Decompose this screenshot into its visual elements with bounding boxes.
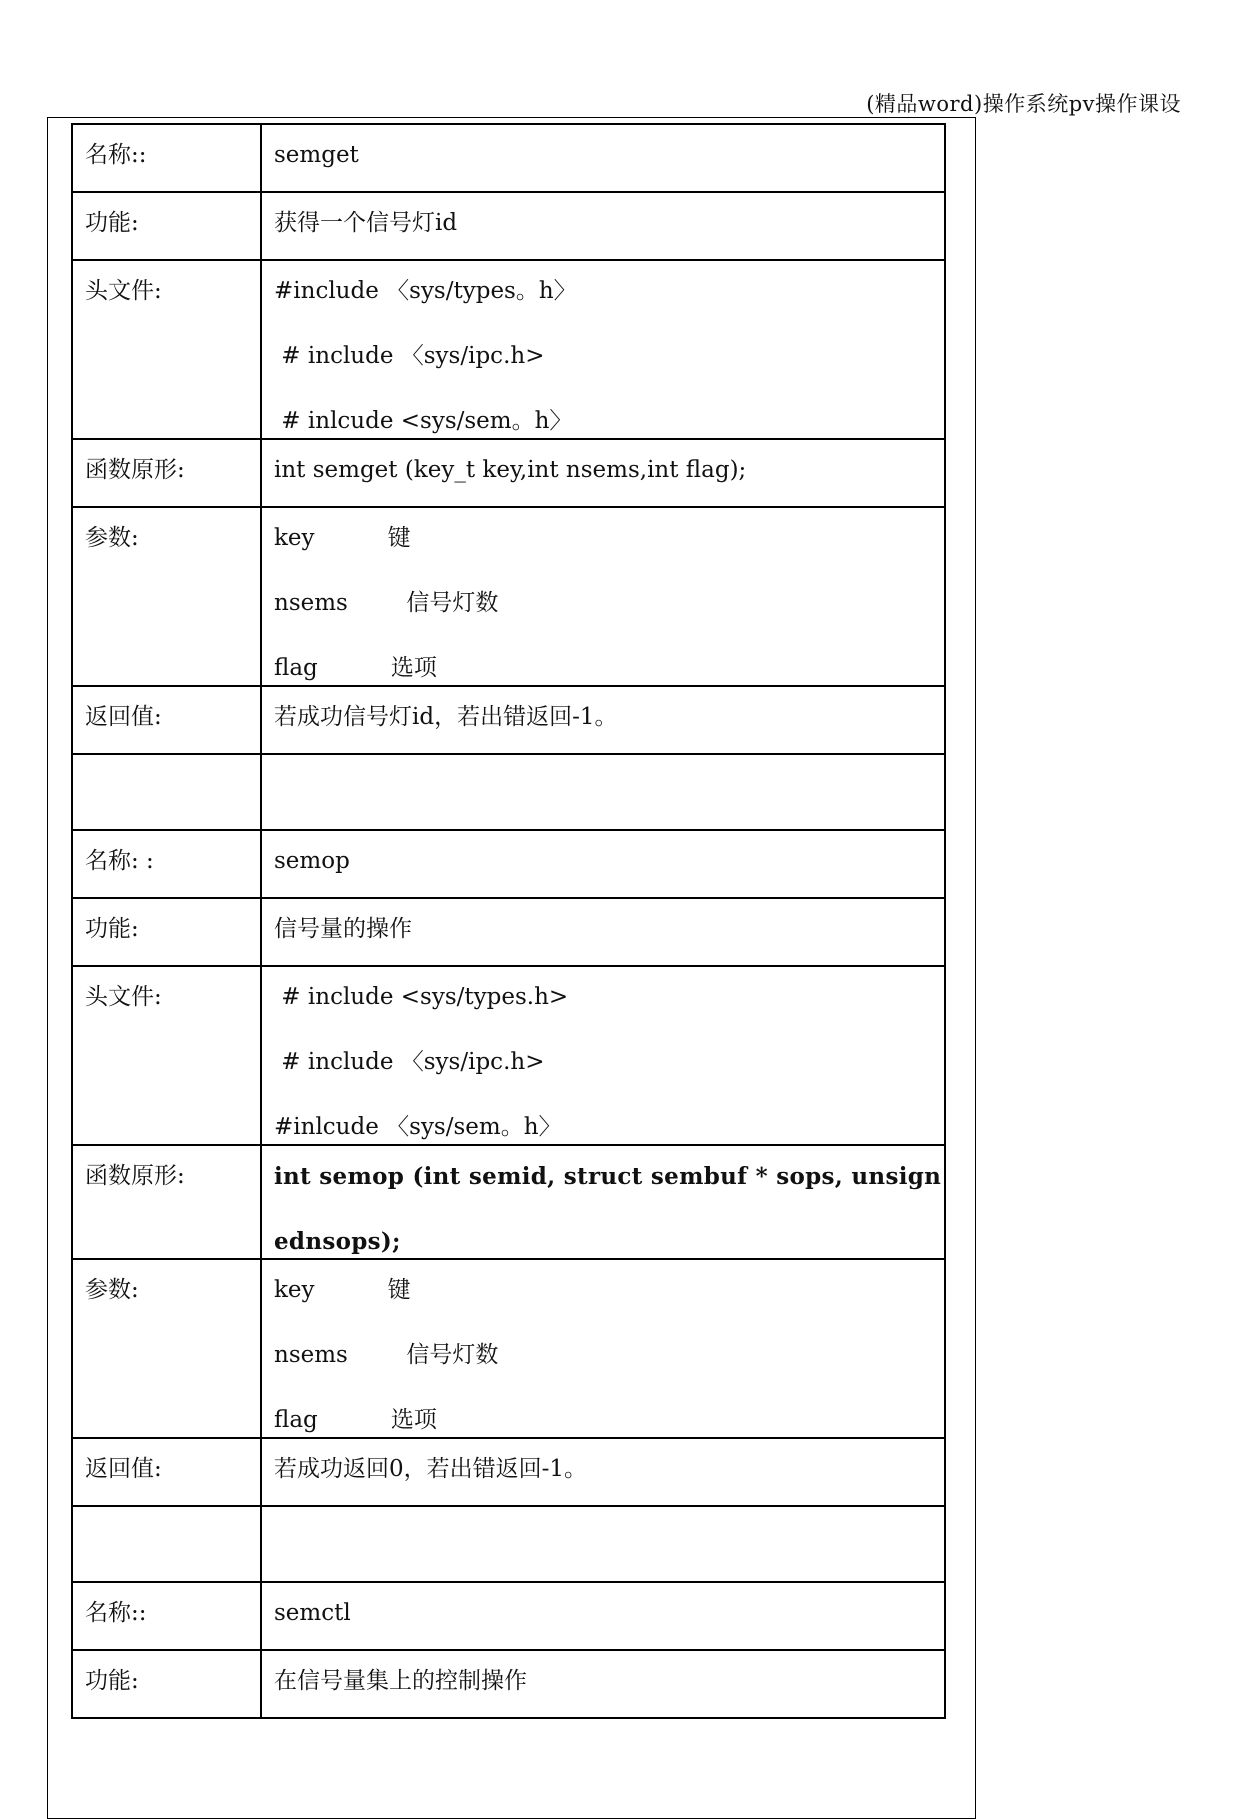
parameter-line: flag 选项 bbox=[274, 655, 437, 681]
parameters bbox=[261, 507, 945, 686]
table-row bbox=[72, 507, 945, 686]
table-row bbox=[72, 1145, 945, 1259]
prototype-line: int semget (key_t key,int nsems,int flag); bbox=[274, 457, 747, 483]
table-row bbox=[72, 1438, 945, 1506]
prototype-line: int semop (int semid, struct sembuf * sops, unsign bbox=[274, 1163, 942, 1190]
function-label: 功能: bbox=[72, 1650, 261, 1718]
table-row bbox=[72, 192, 945, 260]
name-label: 名称: : bbox=[72, 830, 261, 898]
parameter-line: key 键 bbox=[274, 525, 411, 551]
parameter-line: flag 选项 bbox=[274, 1407, 437, 1433]
prototype bbox=[261, 1145, 945, 1259]
table-row bbox=[72, 439, 945, 507]
function-name: semget bbox=[261, 124, 945, 192]
empty-cell bbox=[261, 1506, 945, 1582]
parameters-label: 参数: bbox=[72, 1259, 261, 1438]
parameters bbox=[261, 1259, 945, 1438]
include-line: # inlcude <sys/sem。h〉 bbox=[274, 408, 573, 434]
table-row bbox=[72, 260, 945, 439]
table-row bbox=[72, 1582, 945, 1650]
function-description: 信号量的操作 bbox=[261, 898, 945, 966]
function-label: 功能: bbox=[72, 898, 261, 966]
prototype-label: 函数原形: bbox=[72, 439, 261, 507]
prototype-line: ednsops); bbox=[274, 1228, 401, 1255]
return-label: 返回值: bbox=[72, 1438, 261, 1506]
include-line: #include 〈sys/types。h〉 bbox=[274, 278, 577, 304]
return-value: 若成功信号灯id，若出错返回-1。 bbox=[261, 686, 945, 754]
table-row bbox=[72, 686, 945, 754]
table-row bbox=[72, 1650, 945, 1718]
empty-cell bbox=[261, 754, 945, 830]
function-name: semctl bbox=[261, 1582, 945, 1650]
include-line: # include 〈sys/ipc.h> bbox=[274, 1049, 545, 1075]
parameters-label: 参数: bbox=[72, 507, 261, 686]
table-row bbox=[72, 898, 945, 966]
api-reference-table bbox=[71, 123, 946, 1719]
table-row bbox=[72, 966, 945, 1145]
return-label: 返回值: bbox=[72, 686, 261, 754]
empty-row bbox=[72, 1506, 945, 1582]
function-description: 获得一个信号灯id bbox=[261, 192, 945, 260]
page-header: (精品word)操作系统pv操作课设 bbox=[866, 92, 1181, 116]
prototype-label: 函数原形: bbox=[72, 1145, 261, 1259]
parameter-line: key 键 bbox=[274, 1277, 411, 1303]
include-line: #inlcude 〈sys/sem。h〉 bbox=[274, 1114, 562, 1140]
return-value: 若成功返回0，若出错返回-1。 bbox=[261, 1438, 945, 1506]
header-files bbox=[261, 260, 945, 439]
header-files bbox=[261, 966, 945, 1145]
name-label: 名称:: bbox=[72, 124, 261, 192]
parameter-line: nsems 信号灯数 bbox=[274, 590, 499, 616]
empty-cell bbox=[72, 1506, 261, 1582]
prototype bbox=[261, 439, 945, 507]
table-row bbox=[72, 1259, 945, 1438]
empty-cell bbox=[72, 754, 261, 830]
parameter-line: nsems 信号灯数 bbox=[274, 1342, 499, 1368]
header-file-label: 头文件: bbox=[72, 260, 261, 439]
table-row bbox=[72, 830, 945, 898]
header-file-label: 头文件: bbox=[72, 966, 261, 1145]
name-label: 名称:: bbox=[72, 1582, 261, 1650]
empty-row bbox=[72, 754, 945, 830]
function-label: 功能: bbox=[72, 192, 261, 260]
function-description: 在信号量集上的控制操作 bbox=[261, 1650, 945, 1718]
function-name: semop bbox=[261, 830, 945, 898]
table-row bbox=[72, 124, 945, 192]
include-line: # include <sys/types.h> bbox=[274, 984, 569, 1010]
include-line: # include 〈sys/ipc.h> bbox=[274, 343, 545, 369]
